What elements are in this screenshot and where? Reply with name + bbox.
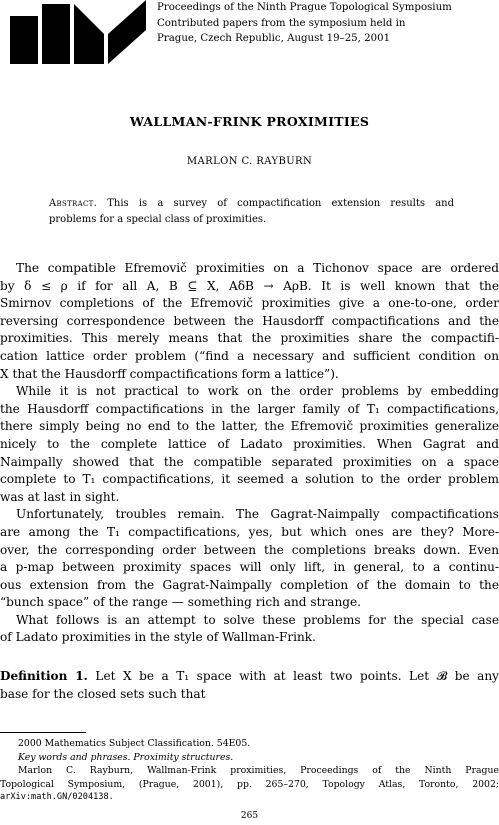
definition-line bbox=[0, 668, 499, 686]
proceedings-header bbox=[157, 0, 452, 47]
paper-title: WALLMAN-FRINK PROXIMITIES bbox=[129, 114, 370, 129]
definition-line: base for the closed sets such that bbox=[0, 686, 206, 701]
body-line: X that the Hausdorff compactifications form a lattice”). bbox=[0, 366, 339, 381]
proceedings-line: Contributed papers from the symposium held in bbox=[157, 17, 406, 29]
body-line: are among the T₁ compactifications, yes, but which ones are they? More- bbox=[0, 524, 499, 539]
body-line: Naimpally showed that the compatible separated proximities on a space bbox=[0, 454, 499, 469]
footnotes bbox=[0, 737, 499, 805]
body-line: there simply being no end to the latter, the Efremovič proximities generalize bbox=[0, 419, 499, 434]
page-number: 265 bbox=[240, 811, 259, 821]
definition-text: Let X be a T₁ space with at least two points. Let 𝓑 be any bbox=[95, 669, 499, 683]
body-line: of Ladato proximities in the style of Wallman-Frink. bbox=[0, 630, 316, 645]
abstract-label: Abstract. bbox=[49, 198, 98, 209]
body-line: Smirnov completions of the Efremovič proximities give a one-to-one, order bbox=[0, 296, 499, 311]
proceedings-line: Prague, Czech Republic, August 19–25, 2001 bbox=[157, 33, 391, 44]
logo-block-left bbox=[10, 16, 38, 64]
logo-block-right bbox=[74, 4, 104, 64]
body-line: What follows is an attempt to solve these problems for the special case bbox=[16, 612, 499, 627]
logo-block-wing bbox=[108, 0, 146, 64]
body-line: complete to T₁ compactifications, it seemed a solution to the order problem bbox=[0, 472, 499, 487]
body-line: ous extension from the Gagrat-Naimpally completion of the domain to the bbox=[0, 577, 499, 592]
body-line: proximities. This merely means that the proximities share the compactifi- bbox=[0, 331, 499, 346]
footnote-citation: Marlon C. Rayburn, Wallman-Frink proximities, Proceedings of the Ninth Prague bbox=[18, 765, 499, 777]
footnote-msc: 2000 Mathematics Subject Classification. 54E05. bbox=[18, 738, 251, 749]
symposium-logo bbox=[8, 0, 148, 66]
definition-label: Definition 1. bbox=[0, 669, 88, 683]
body-line: While it is not practical to work on the order problems by embedding bbox=[16, 384, 499, 399]
footnote-rule bbox=[0, 732, 86, 733]
body-line: by δ ≤ ρ if for all A, B ⊆ X, AδB → AρB. It is well known that the bbox=[0, 278, 499, 293]
body-line: reversing correspondence between the Hausdorff compactifications and the bbox=[0, 313, 499, 328]
footnote-arxiv: arXiv:math.GN/0204138. bbox=[0, 792, 114, 803]
definition-block bbox=[0, 668, 499, 703]
logo-block-mid bbox=[42, 4, 70, 64]
body-line: was at last in sight. bbox=[0, 489, 120, 504]
body-line: Unfortunately, troubles remain. The Gagrat-Naimpally compactifications bbox=[16, 507, 499, 522]
body-line: The compatible Efremovič proximities on a Tichonov space are ordered bbox=[16, 261, 499, 275]
body-line: “bunch space” of the range — something rich and strange. bbox=[0, 595, 361, 610]
abstract-line: problems for a special class of proximities. bbox=[49, 213, 267, 225]
body-line: over, the corresponding order between the completions breaks down. Even bbox=[0, 542, 499, 557]
paper-author: MARLON C. RAYBURN bbox=[186, 156, 313, 167]
body-line: nicely to the complete lattice of Ladato proximities. When Gagrat and bbox=[0, 436, 499, 451]
abstract bbox=[49, 196, 454, 227]
footnote-keywords: Key words and phrases. Proximity structures. bbox=[18, 751, 234, 763]
footnote-citation: Topological Symposium, (Prague, 2001), pp. 265–270, Topology Atlas, Toronto, 2002; bbox=[0, 778, 499, 790]
abstract-line: This is a survey of compactification extension results and bbox=[107, 198, 455, 209]
body-line: a p-map between proximity spaces will only lift, in general, to a continu- bbox=[0, 560, 499, 575]
body-text bbox=[0, 260, 499, 647]
body-line: the Hausdorff compactifications in the larger family of T₁ compactifications, bbox=[0, 401, 499, 416]
body-line: cation lattice order problem (“find a necessary and sufficient condition on bbox=[0, 348, 499, 363]
proceedings-line: Proceedings of the Ninth Prague Topological Symposium bbox=[157, 2, 452, 13]
